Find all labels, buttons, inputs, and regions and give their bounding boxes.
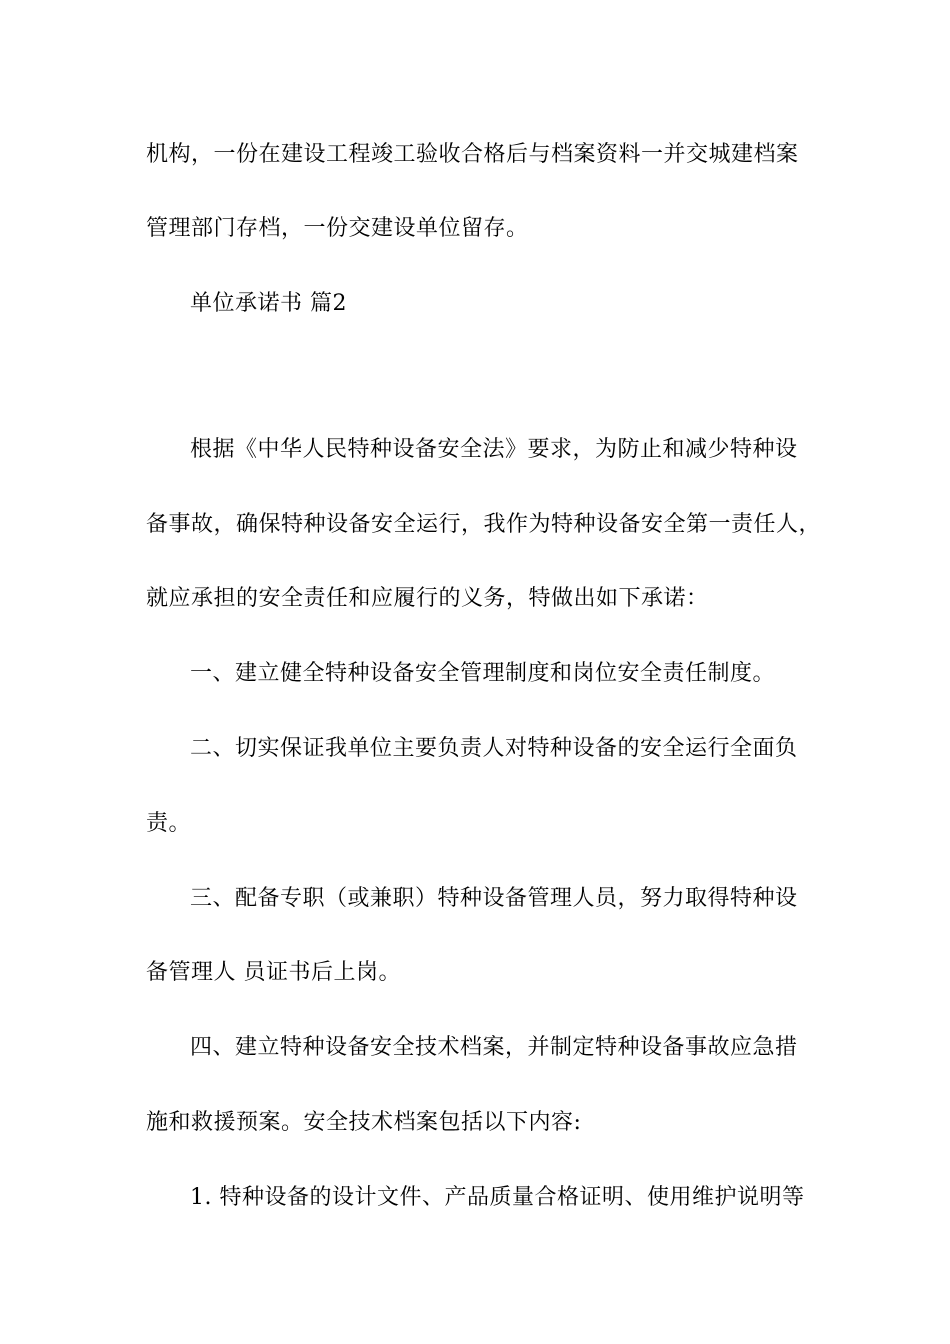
paragraph-line: 机构，一份在建设工程竣工验收合格后与档案资料一并交城建档案 <box>146 142 799 167</box>
paragraph-line: 施和救援预案。安全技术档案包括以下内容: <box>146 1110 582 1135</box>
list-item: 四、建立特种设备安全技术档案，并制定特种设备事故应急措 <box>190 1035 798 1060</box>
list-item: 一、建立健全特种设备安全管理制度和岗位安全责任制度。 <box>190 661 776 686</box>
list-item: 三、配备专职（或兼职）特种设备管理人员，努力取得特种设 <box>190 886 798 911</box>
paragraph-line: 管理部门存档，一份交建设单位留存。 <box>146 216 529 241</box>
paragraph-line: 备事故，确保特种设备安全运行，我作为特种设备安全第一责任人， <box>146 512 822 537</box>
paragraph-line: 责。 <box>146 811 192 836</box>
paragraph-line: 就应承担的安全责任和应履行的义务，特做出如下承诺： <box>146 586 709 611</box>
section-heading: 单位承诺书 篇2 <box>190 291 347 316</box>
paragraph-line: 根据《中华人民特种设备安全法》要求，为防止和减少特种设 <box>190 437 798 462</box>
list-item: 1. 特种设备的设计文件、产品质量合格证明、使用维护说明等 <box>190 1185 805 1210</box>
paragraph-line: 备管理人 员证书后上岗。 <box>146 960 401 985</box>
list-item: 二、切实保证我单位主要负责人对特种设备的安全运行全面负 <box>190 736 798 761</box>
